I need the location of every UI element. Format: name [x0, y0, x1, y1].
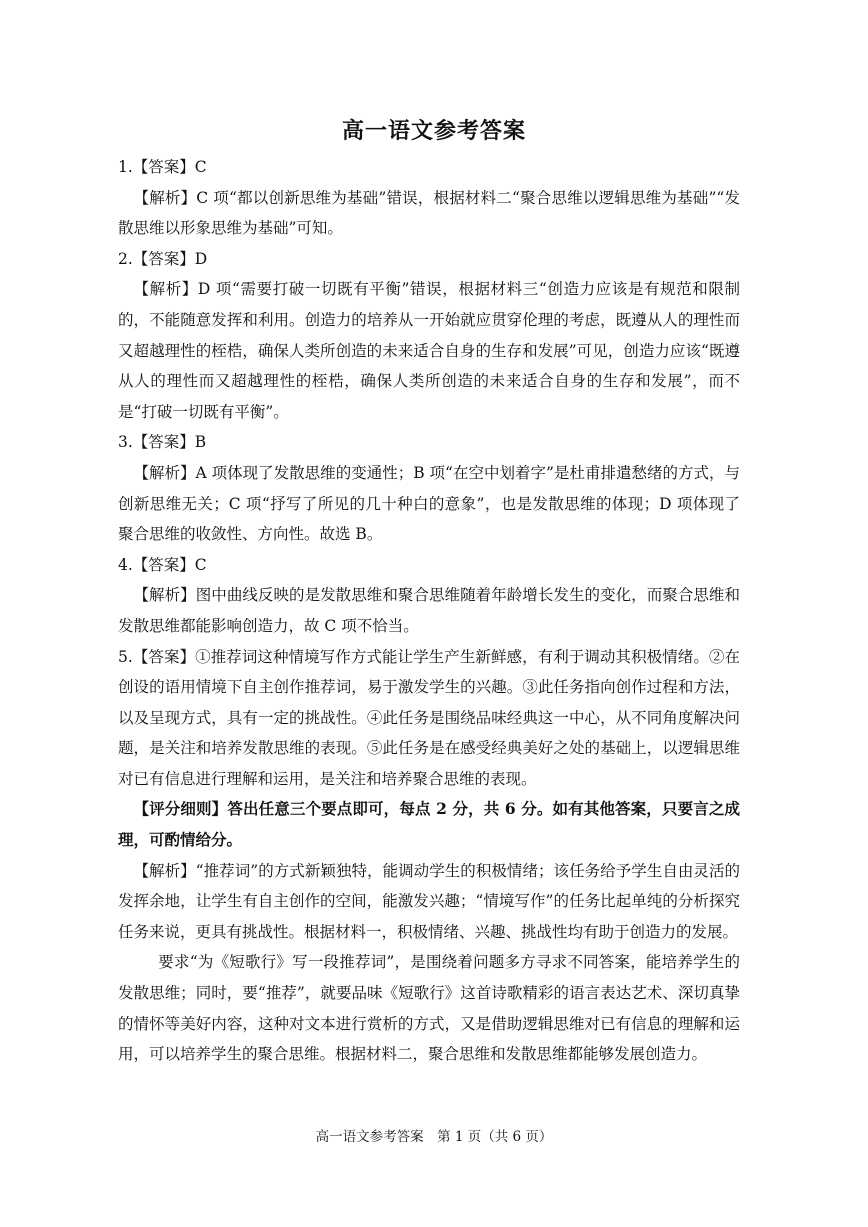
- page-footer: 高一语文参考答案 第 1 页（共 6 页）: [315, 1129, 553, 1145]
- question-3-analysis: 【解析】A 项体现了发散思维的变通性；B 项“在空中划着字”是杜甫排遣愁绪的方式，与创新思维无关；C 项“抒写了所见的几十种白的意象”，也是发散思维的体现；D 项体现了聚合思维的收敛性、方向性。故选 B。: [118, 463, 740, 544]
- question-4-answer: 4.【答案】C: [118, 555, 207, 574]
- question-1-answer: 1.【答案】C: [118, 158, 207, 176]
- question-1-analysis: 【解析】C 项“都以创新思维为基础”错误，根据材料二“聚合思维以逻辑思维为基础”“发散思维以形象思维为基础”可知。: [118, 188, 740, 238]
- question-3-answer: 3.【答案】B: [118, 433, 207, 452]
- page-title: 高一语文参考答案: [341, 118, 526, 144]
- question-5-answer: 5.【答案】①推荐词这种情境写作方式能让学生产生新鲜感，有利于调动其积极情绪。②在创设的语用情境下自主创作推荐词，易于激发学生的兴趣。③此任务指向创作过程和方法，以及呈现方式，具有一定的挑战性。④此任务是围绕品味经典这一中心，从不同角度解决问题，是关注和培养发散思维的表现。⑤此任务是在感受经典美好之处的基础上，以逻辑思维对已有信息进行理解和运用，是关注和培养聚合思维的表现。: [118, 647, 740, 788]
- question-2-analysis: 【解析】D 项“需要打破一切既有平衡”错误，根据材料三“创造力应该是有规范和限制的，不能随意发挥和利用。创造力的培养从一开始就应贯穿伦理的考虑，既遵从人的理性而又超越理性的桎梏，确保人类所创造的未来适合自身的生存和发展”可见，创造力应该“既遵从人的理性而又超越理性的桎梏，确保人类所创造的未来适合自身的生存和发展”，而不是“打破一切既有平衡”。: [118, 280, 740, 421]
- answer-content: [118, 152, 740, 1070]
- question-2-answer: 2.【答案】D: [118, 249, 208, 268]
- question-5-extra: 要求“为《短歌行》写一段推荐词”，是围绕着问题多方寻求不同答案，能培养学生的发散思维；同时，要“推荐”，就要品味《短歌行》这首诗歌精彩的语言表达艺术、深切真挚的情怀等美好内容，这种对文本进行赏析的方式，又是借助逻辑思维对已有信息的理解和运用，可以培养学生的聚合思维。根据材料二，聚合思维和发散思维都能够发展创造力。: [118, 953, 740, 1064]
- question-4-analysis: 【解析】图中曲线反映的是发散思维和聚合思维随着年龄增长发生的变化，而聚合思维和发散思维都能影响创造力，故 C 项不恰当。: [118, 586, 740, 635]
- question-5-scoring: 【评分细则】答出任意三个要点即可，每点 2 分，共 6 分。如有其他答案，只要言之成理，可酌情给分。: [118, 799, 740, 850]
- question-5-analysis: 【解析】“推荐词”的方式新颖独特，能调动学生的积极情绪；该任务给予学生自由灵活的发挥余地，让学生有自主创作的空间，能激发兴趣；“情境写作”的任务比起单纯的分析探究任务来说，更具有挑战性。根据材料一，积极情绪、兴趣、挑战性均有助于创造力的发展。: [118, 861, 740, 941]
